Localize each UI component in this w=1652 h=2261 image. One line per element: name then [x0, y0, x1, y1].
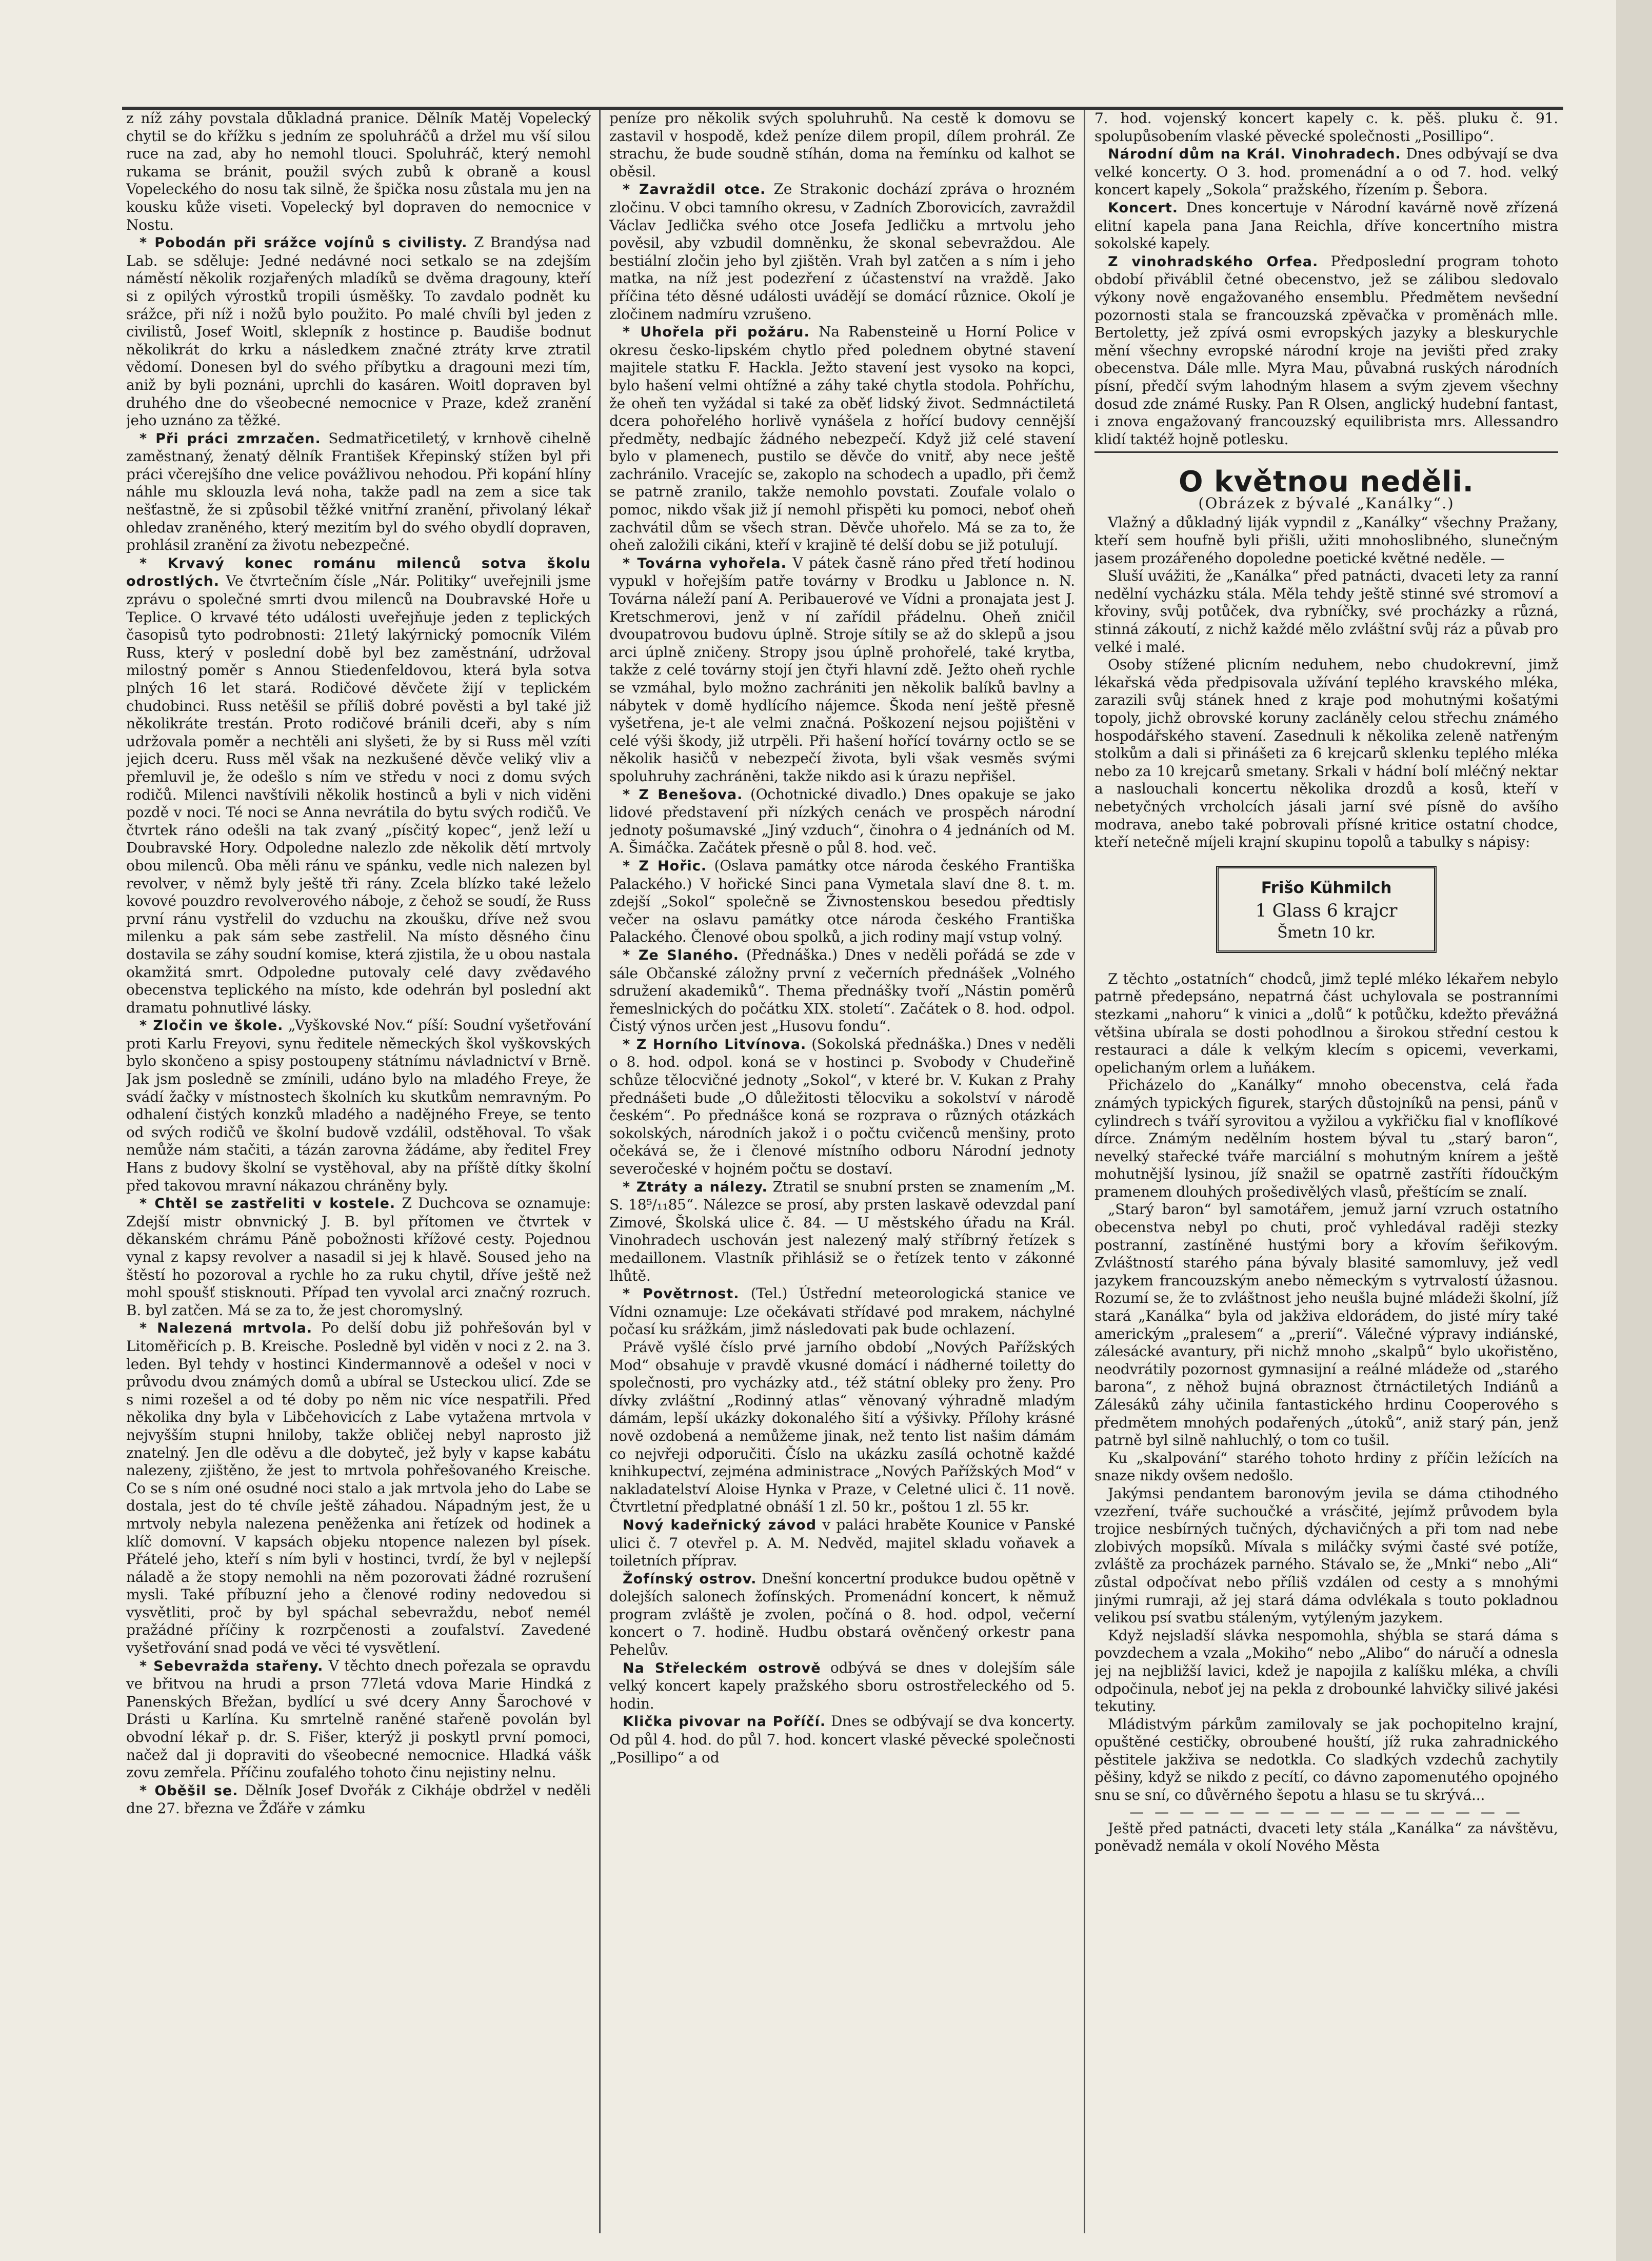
news-item: [126, 1017, 591, 1195]
news-item: [1094, 110, 1558, 145]
feature-title: O květnou neděli.: [1179, 465, 1474, 499]
news-item: [609, 1285, 1075, 1339]
feature-paragraph: Mládistvým párkům zamilovaly se jak pochopitelno krajní, opuštěné cestičky, obroubené houští, jíž ruka zahradnického pěstitele jakživa se nedotkla. Co sladkých vzdechů zachytily pěšiny, když se nikdo z pecítí, co dávno zapomenutého opojného snu se sní, co důvěrného šepotu a hlasu se tu skrývá...: [1094, 1715, 1558, 1804]
news-item: [609, 1659, 1075, 1713]
news-item: [1094, 253, 1558, 449]
news-headline: Žofínský ostrov.: [623, 1571, 757, 1587]
milk-sign-line-3: Šmetn 10 kr.: [1277, 923, 1376, 942]
news-headline: * Nalezená mrtvola.: [140, 1320, 313, 1337]
news-headline: * Sebevražda stařeny.: [140, 1658, 324, 1674]
news-headline: * Při práci zmrzačen.: [140, 430, 321, 447]
news-headline: Klička pivovar na Poříčí.: [623, 1714, 826, 1730]
milk-sign-line-1: Frišo Kühmilch: [1261, 878, 1392, 897]
news-headline: Koncert.: [1108, 200, 1179, 216]
feature-subtitle: (Obrázek z bývalé „Kanálky“.): [1198, 494, 1455, 512]
news-headline: * Továrna vyhořela.: [623, 555, 787, 571]
column-1: [126, 110, 591, 2238]
news-item: [609, 1339, 1075, 1516]
news-body: „Vyškovské Nov.“ píší: Soudní vyšetřování proti Karlu Freyovi, synu ředitele německých škol vyškovských bylo skončeno a spisy postoupeny státnímu návladnictví v Brně. Jak jsm posledně se zmínili, udáno bylo na mladého Freye, že svádí žačky v místnostech školních ku skutkům nemravným. Po odhalení čistých konzků mladého a nadějného Freye, se tento od svých rodičů ve školní budově vzdálil, odstěhoval. To však nemůže nám stačiti, a tázán zarovna žádáme, aby ředitel Frey Hans z budovy školní se vystěhoval, aby na příště dítky školní před takovou mravní nákazou chráněny byly.: [126, 1017, 591, 1194]
milk-sign-line-2: 1 Glass 6 krajcr: [1255, 900, 1398, 921]
news-body: Předposlední program tohoto období přiváblil četné obecenstvo, jež se zálibou sledovalo výkony nově engažovaného ensemblu. Předmětem nevšední pozornosti stala se francouzská zpěvačka v proměnách mlle. Bertoletty, jež zpívá osmi evropských jazyky a bleskurychle mění všechny evropské národní kroje na jevišti před zraky obecenstva. Dále mlle. Myra Mau, půvabná ruských národních písní, předčí svým lahodným hlasem a svým zjevem všechny dosud zde známé Rusky. Pan R Olsen, anglický hudební fantast, i znova engažovaný francouzský equilibrista mrs. Allessandro klidí taktéž hojně potlesku.: [1094, 252, 1558, 448]
news-item: [126, 1195, 591, 1319]
column-divider: [1084, 110, 1085, 2233]
news-item: [126, 1657, 591, 1782]
news-body: Na Rabensteině u Horní Police v okresu česko-lipském chytlo před polednem obytné stavení majitele statku F. Hackla. Ježto stavení jest vysoko na kopci, bylo hašení velmi ohtížné a záhy také chytla stodola. Pohříchu, že oheň ten vyžádal si také za oběť lidský život. Sedmnáctiletá dcera pohořelého horlivě vynášela z hořící budovy cennější předměty, nedbajíc žádného nebezpečí. Když již celé stavení bylo v plamenech, pustilo se děvče do vnitř, aby nece ještě zachránilo. Vracejíc se, zakoplo na schodech a upadlo, při čemž se patrně zranilo, takže nemohlo povstati. Zoufale volalo o pomoc, nikdo však již jí nemohl přispěti ku pomoci, neboť oheň zachvátil dům se všech stran. Děvče uhořelo. Má se za to, že oheň založili cikáni, kteří v krajině té delší dobu se již potulují.: [609, 323, 1075, 554]
news-headline: Z vinohradského Orfea.: [1108, 253, 1319, 270]
news-body: Dělník Josef Dvořák z Cikháje obdržel v neděli dne 27. března ve Žďáře v zámku: [126, 1781, 591, 1817]
news-body: (Sokolská přednáška.) Dnes v neděli o 8. hod. odpol. koná se v hostinci p. Svobody v Chudeřině schůze tělocvičné jednoty „Sokol“, v které br. V. Kukan z Prahy přednášeti bude „O důležitosti tělocviku a sokolství v národě českém“. Po přednášce koná se rozprava o různých otázkách sokolských, národních jakož i o počtu cvičenců menšiny, proto očekává se, že i členové místního odboru Národní jednoty severočeské v hojném počtu se dostaví.: [609, 1035, 1075, 1178]
feature-paragraph: Přicházelo do „Kanálky“ mnoho obecenstva, celá řada známých typických figurek, starých důstojníků na pensi, pánů v cylindrech s tváří syrovitou a vyžilou a vykřičku fial v knoflíkové dírce. Známým nedělním hostem býval tu „starý baron“, nevelký stařecké tváře marciální s mohutným knírem a ještě mohutnější lysinou, jíž snažil se opatrně zastříti řídoučkým pramenem dlouhých prošedivělých vlasů, přeštícím se znalí.: [1094, 1077, 1558, 1200]
news-body: Z Brandýsa nad Lab. se sděluje: Jedné nedávné noci setkalo se na zdejším náměstí několik rozjařených mladíků se dvěma dragouny, kteří si z opilých výrostků tropili úsměšky. To zavdalo podnět ku srážce, při níž i nožů bylo použito. Po malé chvíli byl jeden z civilistů, Josef Woitl, sklepník z hostince p. Baudiše bodnut několikrát do krku a následkem značné ztráty krve ztratil vědomí. Donesen byl do svého příbytku a dragouni mezi tím, aniž by byli poznáni, uprchli do kasáren. Woitl dopraven byl druhého dne do všeobecné nemocnice v Praze, kdež zranění jeho uznáno za těžké.: [126, 234, 591, 429]
feature-paragraph: „Starý baron“ byl samotářem, jemuž jarní vzruch ostatního obecenstva nebyl po chuti, proč vyhledával raději stezky postranní, zastíněné hustými bory a křovím šeřikovým. Zvláštností starého pána bývaly blasité samomluvy, jež vedl jazykem francouzským anebo německým s vytrvalostí úžasnou. Rozumí se, že to zvláštnost jeho neušla bujné mládeži školní, jíž stará „Kanálka“ byla od jakživa eldorádem, do jisté míry také americkým „pralesem“ a „prerií“. Válečné výpravy indiánské, zálesácké avantury, při nichž mnoho „skalpů“ bylo ukořistěno, neodvrátily pozornost gymnasijní a reálné mládeže od „starého barona“, z něhož bujná obraznost čtrnáctiletých Indiánů a Zálesáků záhy učinila fantastického hrdinu Cooperového s předmětem mnohých podařených „útoků“, aniž starý pán, jenž patrně byl silně nahluchlý, o tom co tušil.: [1094, 1201, 1558, 1449]
section-rule: [1094, 451, 1558, 453]
news-body: Dnes se odbývají se dva koncerty. Od půl 4. hod. do půl 7. hod. koncert vlaské pěvecké společnosti „Posillipo“ a od: [609, 1713, 1075, 1766]
news-headline: * Ze Slaného.: [623, 947, 739, 963]
news-body: Ve čtvrtečním čísle „Nár. Politiky“ uveřejnili jsme zprávu o společné smrti dvou milenců na Doubravské Hoře u Teplice. O krvavé této události uveřejňuje jeden z teplických časopisů tyto podrobnosti: 21letý lakýrnický pomocník Vilém Russ, který v poslední době byl bez zaměstnání, udržoval milostný poměr s Annou Stiedenfeldovou, která byla sotva plných 16 let stará. Rodičové děvčete žijí v teplickém chudobinci. Russ netěšil se příliš dobré pověsti a byl také již několikráte trestán. Proto rodičové bránili dceři, aby s ním udržovala poměr a nechtěli ani slyšeti, že by si Russ měl vzíti jejich dceru. Russ měl však na nezkušené děvče veliký vliv a přemluvil je, že odešlo s ním ve středu v noci z domu svých rodičů. Milenci navštívili několik hostinců a byli v nich viděni pozdě v noci. Té noci se Anna nevrátila do bytu svých rodičů. Ve čtvrtek ráno odešli na tak zvaný „písčitý kopec“, jenž leží u Doubravské Hory. Odpoledne nalezlo zde několik dětí mrtvoly obou milenců. Oba měli ránu ve spánku, vedle nich nalezen byl revolver, v němž byly ještě tři rány. Zcela blízko také leželo kovové pouzdro revolverového náboje, z čehož se soudí, že Russ první ránu vystřelil do vzduchu na zkoušku, dříve než svou milenku a pak sám sebe zastřelil. Na místo děsného činu dostavila se záhy soudní komise, která zjistila, že u obou nastala okamžitá smrt. Odpoledne putovaly celé davy zvědavého obecenstva teplického na místo, kde odehrán byl poslední akt dramatu pohnutlivé lásky.: [126, 572, 591, 1016]
news-item: [609, 1036, 1075, 1178]
news-body: Ze Strakonic dochází zpráva o hrozném zločinu. V obci tamního okresu, v Zadních Zborovicích, zavraždil Václav Jedlička svého otce Josefa Jedličku a mrtvolu jeho pověsil, aby vzbudil domněnku, že skonal sebevraždou. Ale bestiální zločin jeho byl zjištěn. Vrah byl zatčen a s ním i jeho matka, na níž jest podezření z účastenství na vraždě. Jako příčina této děsné události uvádějí se domácí různice. Okolí je zločinem nadmíru vzrušeno.: [609, 181, 1075, 323]
column-3: [1094, 110, 1558, 2238]
page-edge: [1616, 0, 1652, 2261]
news-body: Z Duchcova se oznamuje: Zdejší mistr obnvnický J. B. byl přítomen ve čtvrtek v děkanském chrámu Páně pobožnosti křížové cesty. Pojednou vynal z kapsy revolver a nasadil si jej k hlavě. Soused jeho na štěstí ho pozoroval a rychle ho za ruku chytil, dříve ještě než mohl spoušť stisknouti. Případ ten vyvolal arci značný rozruch. B. byl zatčen. Má se za to, že jest choromyslný.: [126, 1195, 591, 1319]
feature-paragraph: Ku „skalpování“ starého tohoto hrdiny z příčin ležících na snaze nikdy ovšem nedošlo.: [1094, 1449, 1558, 1484]
news-item: [126, 554, 591, 1017]
news-headline: * Krvavý konec románu milenců sotva školu odrostlých.: [126, 555, 591, 590]
news-item: [609, 323, 1075, 554]
news-item: [609, 786, 1075, 857]
news-body: Po delší dobu již pohřešován byl v Litoměřicích p. B. Kreische. Posledně byl viděn v noci z 2. na 3. leden. Byl tehdy v hostinci Kindermannově a odešel v noci v průvodu dvou známých domů a ubíral se Usteckou ulicí. Zde se s nimi rozešel a od té doby po něm nic více nespatřili. Před několika dny byla v Libčehovicích z Labe vytažena mrtvola v nejvyšším stupni hniloby, takže obličej nebyl naprosto již znatelný. Jen dle oděvu a dle dobyteč, jež byly v kapse kabátu nalezeny, zjištěno, že jest to mrtvola pohřešovaného Kreische. Co se s ním oné osudné noci stalo a jak mrtvola jeho do Labe se dostala, jest do té chvíle ještě záhadou. Nápadným jest, že u mrtvoly nebyla nalezena peněženka ani řetízek od hodinek a klíč domovní. V kapsách objeku ntopence nalezen byl písek. Přátelé jeho, kteří s ním byli v hostinci, tvrdí, že byl v nejlepší náladě a že stopy nemohli na něm pozorovati žádné rozrušení mysli. Také příbuzní jeho a členové rodiny nedovedou si vysvětliti, proč by byl spáchal sebevraždu, neboť nemél pražádné příčiny k rozrpčenosti a zoufalství. Zavedené vyšetřování snad podá ve věci té vysvětlení.: [126, 1319, 591, 1657]
news-item: [126, 430, 591, 554]
news-item: [609, 1178, 1075, 1285]
news-item: [609, 1570, 1075, 1659]
news-item: [1094, 145, 1558, 199]
feature-paragraph: Když nejsladší slávka nespomohla, shýbla se stará dáma s povzdechem a vzala „Mokiho“ nebo „Alibo“ do náručí a odnesla jej na nejbližší lavici, kdež je napojila z kalíšku mléka, a chvíli odpočinula, neboť jej na pekla z drobounké lahvičky silivé jakési tekutiny.: [1094, 1627, 1558, 1715]
news-item: [609, 1713, 1075, 1767]
news-body: Ztratil se snubní prsten se znamením „M. S. 18⁵/₁₁85“. Nálezce se prosí, aby prsten laskavě odevzdal paní Zimové, Školská ulice č. 84. — U městského úřadu na Král. Vinohradech uschován jest nalezený malý stříbrný řetízek s medaillonem. Vlastník přihlásiž se o řetízek tento v zákonné lhůtě.: [609, 1178, 1075, 1284]
news-body: V těchto dnech pořezala se opravdu ve břitvou na hrudi a prson 77letá vdova Marie Hindká z Panenských Břežan, bydlící u své dcery Anny Šarochové v Drásti u Karlína. Ku smrtelně raněné stařeně povolán byl obvodní lékař p. dr. S. Fišer, kterýž ji poskytl první pomoci, načež dal ji dopraviti do všeobecné nemocnice. Hladká vášk zovu zemřela. Příčinu zoufalého tohoto činu nejistiny nelnu.: [126, 1657, 591, 1781]
feature-paragraph: Sluší uvážiti, že „Kanálka“ před patnácti, dvaceti lety za ranní nedělní vycházku stála. Měla tehdy ještě stinné své stromoví a křoviny, svůj potůček, dva rybníčky, své procházky a různá, stinná zákoutí, z nichž každé mělo zvláštní svůj ráz a půvab pro velké i malé.: [1094, 567, 1558, 656]
news-item: [609, 946, 1075, 1036]
news-body: odbývá se dnes v dolejším sále velký koncert kapely pražského sboru ostrostřeleckého od 5. hodin.: [609, 1659, 1075, 1712]
feature-paragraph: Osoby stížené plicním neduhem, nebo chudokrevní, jimž lékařská věda předpisovala užívání teplého kravského mléka, zarazili svůj stánek hned z kraje pod mohutnými košatými topoly, jichž obrovské koruny zacláněly celou střechu známého hospodářského stavení. Zasednuli k několika zeleně natřeným stolkům a dali si přinášeti za 6 krejcarů sklenku teplého mléka nebo za 10 krejcarů smetany. Srkali v hádní bolí mléčný nektar a naslouchali koncertu několika drozdů a kosů, kteří v nebetyčných vrcholcích jásali jarní své písně do avšího modrava, anebo také pobrovali přísné kritice ostatní chodce, kteří netečně míjeli krajní skupinu topolů a tabulky s nápisy:: [1094, 656, 1558, 851]
news-body: (Přednáška.) Dnes v neděli pořádá se zde v sále Občanské záložny první z večerních přednášek „Volného sdružení akademiků“. Thema přednášky tvoří „Nástin poměrů řemeslnických do počátku XIX. století“. Začátek o 8. hod. odpol. Čistý výnos určen jest „Husovu fondu“.: [609, 946, 1075, 1035]
milk-sign: [1216, 866, 1437, 953]
news-headline: Národní dům na Král. Vinohradech.: [1108, 146, 1401, 163]
news-headline: * Zavraždil otce.: [623, 182, 766, 198]
news-item: [609, 181, 1075, 323]
news-headline: * Ztráty a nálezy.: [623, 1179, 768, 1195]
news-headline: * Povětrnost.: [623, 1286, 740, 1302]
news-item: [609, 110, 1075, 181]
news-headline: * Oběšil se.: [140, 1782, 238, 1799]
feature-paragraph: Vlažný a důkladný liják vypndil z „Kanálky“ všechny Pražany, kteří sem houfně byli přišli, užiti mnohoslibného, slunečným jasem prozářeného dopoledne poetické květné neděle. —: [1094, 514, 1558, 567]
feature-paragraph: Ještě před patnácti, dvaceti lety stála „Kanálka“ za návštěvu, poněvadž nemála v okolí Nového Města: [1094, 1819, 1558, 1855]
news-headline: * Uhořela při požáru.: [623, 324, 810, 341]
news-body: Dnešní koncertní produkce budou opětně v dolejších salonech žofínských. Promenádní koncert, k němuž program zvláště je zvolen, počíná o 8. hod. odpol, večerní koncert o 7. hodině. Hudbu obstará ověnčený orkestr pana Pehelův.: [609, 1570, 1075, 1659]
news-headline: Nový kadeřnický závod: [623, 1517, 817, 1533]
news-body: 7. hod. vojenský koncert kapely c. k. pěš. pluku č. 91. spolupůsobením vlaské pěvecké společnosti „Posillipo“.: [1094, 110, 1558, 145]
news-body: Sedmatřicetiletý, v krnhově cihelně zaměstnaný, ženatý dělník František Křepinský stížen byl při práci včerejšího dne velice povážlivou nehodou. Při kopání hlíny náhle mu sklouzla levá noha, takže padl na zem a sice tak nešťastně, že si způsobil těžké vnitřní zranění, přivolaný lékař ohledav zraněného, který mezitím byl do svého obydlí dopraven, prohlásil zranění za životu nebezpečné.: [126, 429, 591, 554]
news-item: [126, 1319, 591, 1657]
news-headline: * Z Horního Litvínova.: [623, 1036, 807, 1053]
feature-paragraph: Jakýmsi pendantem baronovým jevila se dáma ctihodného vzezření, tváře suchoučké a vrásčité, jejímž průvodem byla trojice nesbírných tučných, dýchavičných a při tom nad nebe zlobivých mopsíků. Mívala s miláčky svými časté své potíže, zvláště za procházek parného. Stávalo se, že „Mnki“ nebo „Ali“ zůstal odpočívat nebo příliš vzdálen od cesty a s mnohými jinými rumraji, až jej stará dáma odvlékala s touto pokladnou velikou psí svatbu stáleným, vytýleným jazykem.: [1094, 1484, 1558, 1627]
news-body: V pátek časně ráno před třetí hodinou vypukl v hořejším patře továrny v Brodku u Jablonce n. N. Továrna náleží paní A. Peribauerové ve Vídni a pronajata jest J. Kretschmerovi, jenž v ní zařídil přádelnu. Oheň zničil dvoupatrovou budovu úplně. Stroje sítily se až do sklepů a jsou arci úplně zničeny. Stropy jsou úplně prohořelé, také krytba, takže z celé továrny stojí jen čtyři hlavní zdě. Ježto oheň rychle se vzmáhal, bylo možno zachrániti jen několik balíků bavlny a nábytek v domě hydlícího nájemce. Škoda není ještě přesně vyšetřena, je-t ale velmi značná. Poškození nejsou pojištěni v celé výši škody, již utrpěli. Při hašení hořící továrny octlo se se několik hasičů v nebezpečí života, byli však vesměs svými spoluhruhy zachráněni, takže nikdo asi k úrazu nepřišel.: [609, 554, 1075, 785]
news-headline: * Z Benešova.: [623, 786, 743, 803]
section-dashes: — — — — — — — — — — — — — — — —: [1129, 1803, 1523, 1820]
column-divider: [599, 110, 601, 2233]
news-body: Dnes koncertuje v Národní kavárně nově zřízená elitní kapela pana Jana Reichla, dříve koncertního mistra sokolské kapely.: [1094, 199, 1558, 252]
news-item: [609, 554, 1075, 786]
news-headline: * Z Hořic.: [623, 858, 707, 874]
news-item: [609, 857, 1075, 946]
news-item: [1094, 199, 1558, 253]
news-body: z níž záhy povstala důkladná pranice. Dělník Matěj Vopelecký chytil se do křížku s jedním ze spoluhráčů a držel mu vší silou ruce na zad, aby ho nemohl tlouci. Spoluhráč, který nemohl rukama se bránit, použil svých zubů k obraně a kousl Vopeleckého do nosu tak silně, že špička nosu zůstala mu jen na kousku kůže viseti. Vopelecký byl dopraven do nemocnice v Nostu.: [126, 110, 591, 233]
news-body: Dnes odbývají se dva velké koncerty. O 3. hod. promenádní a o od 7. hod. velký koncert kapely „Sokola“ pražského, řízením p. Šebora.: [1094, 145, 1558, 199]
news-headline: Na Střeleckém ostrově: [623, 1660, 821, 1676]
news-item: [126, 110, 591, 234]
column-3-news: [1094, 110, 1558, 448]
news-headline: * Zločin ve škole.: [140, 1018, 284, 1034]
news-item: [126, 1782, 591, 1818]
news-body: Právě vyšlé číslo prvé jarního období „Nových Pařížských Mod“ obsahuje v pravdě vkusné domácí i nádherné toiletty do společnosti, pro vycházky atd., též státní obleky pro ženy. Pro dívky zvláštní „Rodinný atlas“ věnovaný výhradně mladým dámám, lepší ukázky dokonalého šití a výšivky. Přílohy krásné nově ozdobená a nemůžeme jinak, než tento list našim dámám co nejvřeji odporučiti. Číslo na ukázku zasílá ochotně každé knihkupectví, zejména administrace „Nových Pařížských Mod“ v nakladatelství Aloise Hynka v Praze, v Celetné ulici č. 11 nově. Čtvrtletní předplatné obnáší 1 zl. 50 kr., poštou 1 zl. 55 kr.: [609, 1338, 1075, 1516]
news-body: (Ochotnické divadlo.) Dnes opakuje se jako lidové představení při nízkých cenách ve prospěch národní jednoty pošumavské „Jiný vzduch“, činohra o 4 jednáních od M. A. Šimáčka. Začátek přesně o půl 8. hod. več.: [609, 785, 1075, 857]
news-body: (Oslava památky otce národa českého Františka Palackého.) V hořické Sinci pana Vymetala slaví dne 8. t. m. zdejší „Sokol“ společně se Živnostenskou besedou předtisly večer na oslavu památky otce národa českého Františka Palackého. Členové obou spolků, a jich rodiny mají vstup volný.: [609, 857, 1075, 946]
news-item: [609, 1516, 1075, 1570]
news-body: (Tel.) Ústřední meteorologická stanice ve Vídni oznamuje: Lze očekávati střídavé pod mrakem, náchylné počasí ku srážkám, jimž následovati pak bude ochlazení.: [609, 1285, 1075, 1338]
feature-paragraph: Z těchto „ostatních“ chodců, jimž teplé mléko lékařem nebylo patrně předepsáno, nepatrná část uchylovala se postranními stezkami „nahoru“ k vinici a „dolů“ k potůčku, kdežto převážná většina ubírala se dosti pohodlnou a širokou střední cestou k restauraci a dále k velkým klecím s opicemi, veverkami, opelichaným orlem a luňákem.: [1094, 970, 1558, 1076]
news-body: v paláci hraběte Kounice v Panské ulici č. 7 otevřel p. A. M. Nedvěd, majitel skladu voňavek a toiletních příprav.: [609, 1516, 1075, 1570]
news-headline: * Pobodán při srážce vojínů s civilisty.: [140, 235, 468, 251]
column-2: [609, 110, 1075, 2238]
news-item: [126, 234, 591, 430]
news-headline: * Chtěl se zastřeliti v kostele.: [140, 1196, 396, 1212]
news-body: peníze pro několik svých spoluhruhů. Na cestě k domovu se zastavil v hospodě, kdež peníze dilem propil, dílem prohrál. Ze strachu, že bude soudně stíhán, doma na řemínku od kalhot se oběsil.: [609, 110, 1075, 180]
